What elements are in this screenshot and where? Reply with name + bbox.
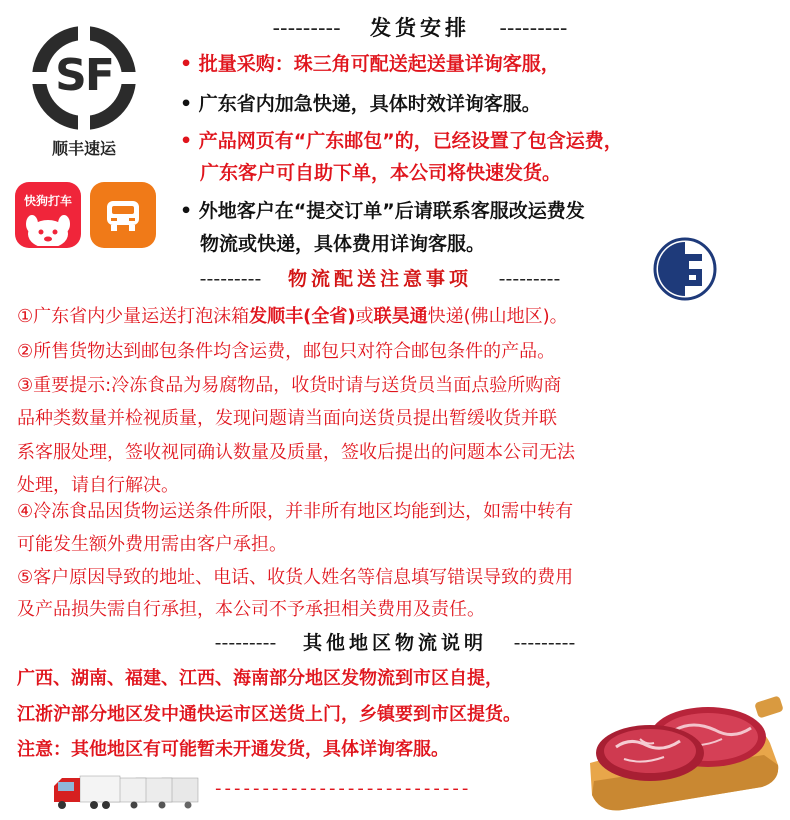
- steak-image: [580, 685, 785, 815]
- heading-dash-right: ---------: [513, 632, 576, 654]
- other-line-2: 江浙沪部分地区发中通快运市区送货上门，乡镇要到市区提货。: [17, 704, 521, 725]
- shipping-line-6: 物流或快递，具体费用详询客服。: [200, 233, 486, 255]
- notice-line-4: 品种类数量并检视质量，发现问题请当面向送货员提出暂缓收货并联: [17, 408, 557, 429]
- shipping-heading: 发货安排: [370, 16, 470, 40]
- notice-heading: 物流配送注意事项: [287, 268, 472, 290]
- notice-line-10: 及产品损失需自行承担，本公司不予承担相关费用及责任。: [17, 599, 485, 620]
- notice-line-7: ④冷冻食品因货物运送条件所限，并非所有地区均能到达，如需中转有: [17, 501, 574, 522]
- kuaigou-text: 快狗打车: [23, 194, 72, 208]
- notice-item1-part-b: 发顺丰(全省): [249, 306, 356, 327]
- sf-caption: 顺丰速运: [51, 139, 116, 158]
- shipping-line-2: • 广东省内加急快递，具体时效详询客服。: [180, 93, 541, 115]
- truck-app-icon: [90, 182, 156, 248]
- notice-item1-part-e: 快递(佛山地区)。: [427, 306, 568, 327]
- other-heading: 其他地区物流说明: [302, 632, 487, 654]
- other-line-1: 广西、湖南、福建、江西、海南部分地区发物流到市区自提，: [17, 668, 503, 689]
- shipping-line-4: 广东客户可自助下单，本公司将快速发货。: [200, 162, 562, 184]
- shipping-line-3: • 产品网页有“广东邮包”的，已经设置了包含运费，: [180, 130, 623, 152]
- other-line-3: 注意：其他地区有可能暂未开通发货，具体详询客服。: [17, 739, 449, 760]
- notice-item1-part-a: ①广东省内少量运送打泡沫箱: [17, 306, 250, 327]
- notice-item1-part-d: 联昊通: [373, 306, 428, 327]
- kuaigou-app-icon: [15, 182, 81, 248]
- heading-dash-left: ---------: [214, 632, 277, 654]
- notice-line-9: ⑤客户原因导致的地址、电话、收货人姓名等信息填写错误导致的费用: [17, 567, 574, 588]
- notice-line-8: 可能发生额外费用需由客户承担。: [17, 534, 287, 555]
- notice-line-3: ③重要提示:冷冻食品为易腐物品，收货时请与送货员当面点验所购商: [17, 375, 562, 396]
- shipping-heading-row: [0, 12, 790, 42]
- shipping-line-1: • 批量采购：珠三角可配送起送量详询客服，: [180, 53, 560, 75]
- heading-dash-right: ---------: [499, 16, 568, 40]
- other-heading-row: [0, 628, 790, 655]
- heading-dash-left: ---------: [199, 268, 262, 290]
- footer-divider: ---------------------------: [215, 778, 472, 799]
- dog-face-icon: [23, 212, 73, 246]
- notice-line-6: 处理，请自行解决。: [17, 475, 179, 496]
- notice-line-1: [17, 302, 568, 328]
- sf-letters: SF: [55, 50, 113, 101]
- heading-dash-right: ---------: [498, 268, 561, 290]
- shipping-line-5: • 外地客户在“提交订单”后请联系客服改运费发: [180, 200, 585, 222]
- truck-fleet-image: [50, 772, 200, 812]
- notice-heading-row: [0, 264, 790, 291]
- notice-item1-part-c: 或: [355, 306, 374, 327]
- notice-line-2: ②所售货物达到邮包条件均含运费，邮包只对符合邮包条件的产品。: [17, 341, 556, 362]
- heading-dash-left: ---------: [272, 16, 341, 40]
- notice-line-5: 系客服处理，签收视同确认数量及质量，签收后提出的问题本公司无法: [17, 442, 575, 463]
- truck-icon: [103, 196, 143, 236]
